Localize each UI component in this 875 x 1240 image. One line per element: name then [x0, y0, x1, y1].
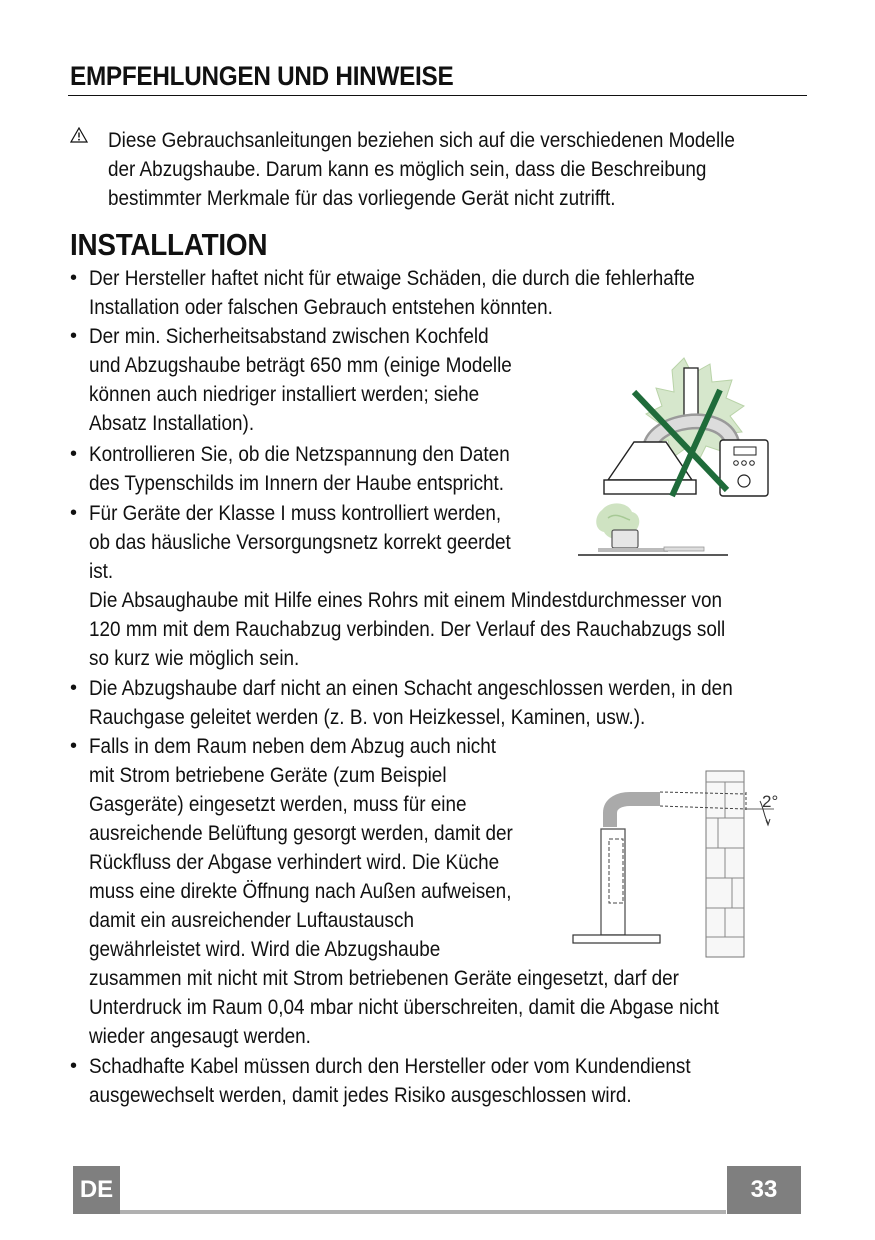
bullet-line: damit ein ausreichender Luftaustausch	[89, 908, 414, 932]
bullet-marker: •	[70, 502, 78, 524]
bullet-marker: •	[70, 325, 78, 347]
bullet-line: Rauchgase geleitet werden (z. B. von Heizkessel, Kaminen, usw.).	[89, 705, 646, 729]
bullet-line: ist.	[89, 559, 114, 583]
bullet-line: Unterdruck im Raum 0,04 mbar nicht überschreiten, damit die Abgase nicht	[89, 995, 719, 1019]
language-badge: DE	[73, 1166, 120, 1214]
bullet-line: Absatz Installation).	[89, 411, 255, 435]
installation-heading: INSTALLATION	[70, 227, 268, 262]
bullet-line: ausgewechselt werden, damit jedes Risiko ausgeschlossen wird.	[89, 1083, 632, 1107]
page-title: EMPFEHLUNGEN UND HINWEISE	[70, 61, 454, 91]
bullet-line: des Typenschilds im Innern der Haube entspricht.	[89, 471, 505, 495]
bullet-line: 120 mm mit dem Rauchabzug verbinden. Der Verlauf des Rauchabzugs soll	[89, 617, 726, 641]
bullet-line: Rückfluss der Abgase verhindert wird. Die Küche	[89, 850, 500, 874]
bullet-line: Schadhafte Kabel müssen durch den Hersteller oder vom Kundendienst	[89, 1054, 691, 1078]
bullet-line: Die Absaughaube mit Hilfe eines Rohrs mit einem Mindestdurchmesser von	[89, 588, 723, 612]
bullet-line: können auch niedriger installiert werden; siehe	[89, 382, 480, 406]
bullet-line: und Abzugshaube beträgt 650 mm (einige Modelle	[89, 353, 512, 377]
bullet-marker: •	[70, 443, 78, 465]
warning-icon	[70, 127, 88, 143]
warning-line: Diese Gebrauchsanleitungen beziehen sich auf die verschiedenen Modelle	[108, 128, 735, 152]
bullet-line: Kontrollieren Sie, ob die Netzspannung den Daten	[89, 442, 510, 466]
bullet-line: so kurz wie möglich sein.	[89, 646, 300, 670]
duct-slope-illustration	[570, 765, 790, 960]
page-number: 33	[727, 1166, 801, 1214]
bullet-line: Der Hersteller haftet nicht für etwaige Schäden, die durch die fehlerhafte	[89, 266, 695, 290]
bullet-line: Für Geräte der Klasse I muss kontrolliert werden,	[89, 501, 502, 525]
bullet-line: ob das häusliche Versorgungsnetz korrekt geerdet	[89, 530, 511, 554]
bullet-line: mit Strom betriebene Geräte (zum Beispiel	[89, 763, 447, 787]
bullet-line: Falls in dem Raum neben dem Abzug auch nicht	[89, 734, 497, 758]
bullet-marker: •	[70, 1055, 78, 1077]
bullet-line: Die Abzugshaube darf nicht an einen Schacht angeschlossen werden, in den	[89, 676, 733, 700]
warning-line: der Abzugshaube. Darum kann es möglich sein, dass die Beschreibung	[108, 157, 707, 181]
footer-divider	[120, 1210, 726, 1214]
bullet-line: muss eine direkte Öffnung nach Außen aufweisen,	[89, 879, 512, 903]
hood-gas-appliance-illustration	[572, 350, 782, 560]
title-underline	[68, 95, 807, 96]
bullet-line: ausreichende Belüftung gesorgt werden, damit der	[89, 821, 513, 845]
bullet-line: Gasgeräte) eingesetzt werden, muss für eine	[89, 792, 467, 816]
warning-line: bestimmter Merkmale für das vorliegende Gerät nicht zutrifft.	[108, 186, 616, 210]
bullet-line: gewährleistet wird. Wird die Abzugshaube	[89, 937, 441, 961]
bullet-line: Der min. Sicherheitsabstand zwischen Kochfeld	[89, 324, 489, 348]
bullet-line: zusammen mit nicht mit Strom betriebenen Geräte eingesetzt, darf der	[89, 966, 679, 990]
bullet-marker: •	[70, 735, 78, 757]
bullet-marker: •	[70, 677, 78, 699]
angle-label: 2°	[762, 792, 779, 811]
bullet-marker: •	[70, 267, 78, 289]
bullet-line: wieder angesaugt werden.	[89, 1024, 311, 1048]
bullet-line: Installation oder falschen Gebrauch entstehen könnten.	[89, 295, 553, 319]
